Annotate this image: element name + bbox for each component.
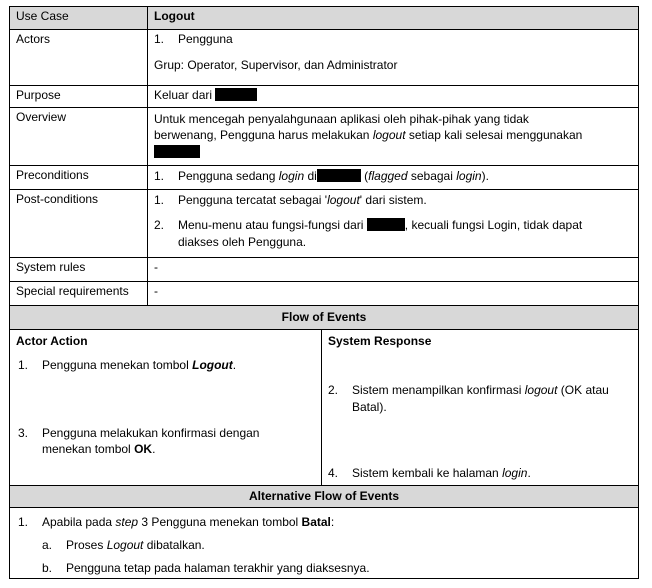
overview-line-1: Untuk mencegah penyalahgunaan aplikasi oleh pihak-pihak yang tidak — [154, 112, 529, 126]
postcondition-2-text: Menu-menu atau fungsi-fungsi dari , kecuali fungsi Login, tidak dapat — [178, 218, 583, 232]
alt-substep-a-letter: a. — [42, 538, 53, 552]
actors-row — [10, 29, 638, 86]
redaction-box — [154, 145, 200, 158]
alternative-flow-header — [10, 485, 638, 508]
use-case-label: Use Case — [10, 7, 148, 29]
actor-step-1-number: 1. — [18, 358, 29, 372]
postcondition-1-number: 1. — [154, 193, 165, 207]
overview-line-2: berwenang, Pengguna harus melakukan logout setiap kali selesai menggunakan — [154, 128, 583, 142]
system-step-2: Sistem menampilkan konfirmasi logout (OK atau — [352, 383, 609, 397]
overview-row — [10, 107, 638, 166]
system-step-4: Sistem kembali ke halaman login. — [352, 466, 531, 480]
actor-step-3: Pengguna melakukan konfirmasi dengan — [42, 426, 260, 440]
flow-of-events-header — [10, 305, 638, 330]
use-case-table — [9, 6, 639, 579]
actors-item: Pengguna — [178, 32, 233, 46]
redaction-box — [367, 218, 405, 231]
alt-substep-b-letter: b. — [42, 561, 53, 575]
alt-substep-a: Proses Logout dibatalkan. — [66, 538, 205, 552]
purpose-label: Purpose — [10, 86, 148, 108]
system-rules-label: System rules — [10, 258, 148, 282]
system-response-header: System Response — [328, 334, 432, 348]
overview-value — [148, 108, 638, 166]
postcondition-2-line-2: diakses oleh Pengguna. — [178, 235, 307, 249]
postconditions-label: Post-conditions — [10, 190, 148, 258]
actors-label: Actors — [10, 30, 148, 86]
use-case-value: Logout — [154, 9, 195, 23]
flow-of-events-body — [10, 329, 638, 486]
postcondition-2-number: 2. — [154, 218, 165, 232]
special-requirements-row — [10, 281, 638, 306]
purpose-text: Keluar dari — [154, 88, 213, 102]
postcondition-1-text: Pengguna tercatat sebagai 'logout' dari sistem. — [178, 193, 427, 207]
actors-value — [148, 30, 638, 86]
actor-step-1: Pengguna menekan tombol Logout. — [42, 358, 237, 372]
system-step-2-number: 2. — [328, 383, 339, 397]
system-rules-row — [10, 257, 638, 282]
preconditions-label: Preconditions — [10, 166, 148, 190]
overview-line-3 — [154, 145, 200, 159]
preconditions-value — [148, 166, 638, 190]
actors-group: Grup: Operator, Supervisor, dan Administrator — [154, 58, 398, 72]
precondition-text: Pengguna sedang login di (flagged sebagai login). — [178, 169, 489, 183]
actor-step-3-number: 3. — [18, 426, 29, 440]
precondition-number: 1. — [154, 169, 165, 183]
postconditions-value — [148, 190, 638, 258]
flow-of-events-title: Flow of Events — [281, 310, 367, 324]
alternative-flow-body — [10, 507, 638, 579]
alt-step-1: Apabila pada step 3 Pengguna menekan tombol Batal: — [42, 515, 335, 529]
purpose-row — [10, 85, 638, 108]
system-step-2-line-2: Batal). — [352, 400, 387, 414]
actors-item-number: 1. — [154, 32, 165, 46]
alt-step-1-number: 1. — [18, 515, 29, 529]
column-divider — [321, 330, 322, 486]
system-step-4-number: 4. — [328, 466, 339, 480]
alt-substep-b: Pengguna tetap pada halaman terakhir yang diaksesnya. — [66, 561, 370, 575]
overview-label: Overview — [10, 108, 148, 166]
system-rules-value: - — [154, 260, 158, 274]
redaction-box — [215, 88, 257, 101]
special-requirements-value: - — [154, 284, 158, 298]
preconditions-row — [10, 165, 638, 190]
alternative-flow-title: Alternative Flow of Events — [248, 489, 400, 503]
special-requirements-label: Special requirements — [10, 282, 148, 306]
actor-step-3-line-2: menekan tombol OK. — [42, 442, 156, 456]
actor-action-header: Actor Action — [16, 334, 88, 348]
purpose-value — [148, 86, 638, 108]
postconditions-row — [10, 189, 638, 258]
redaction-box — [317, 169, 361, 182]
use-case-row — [10, 7, 638, 29]
